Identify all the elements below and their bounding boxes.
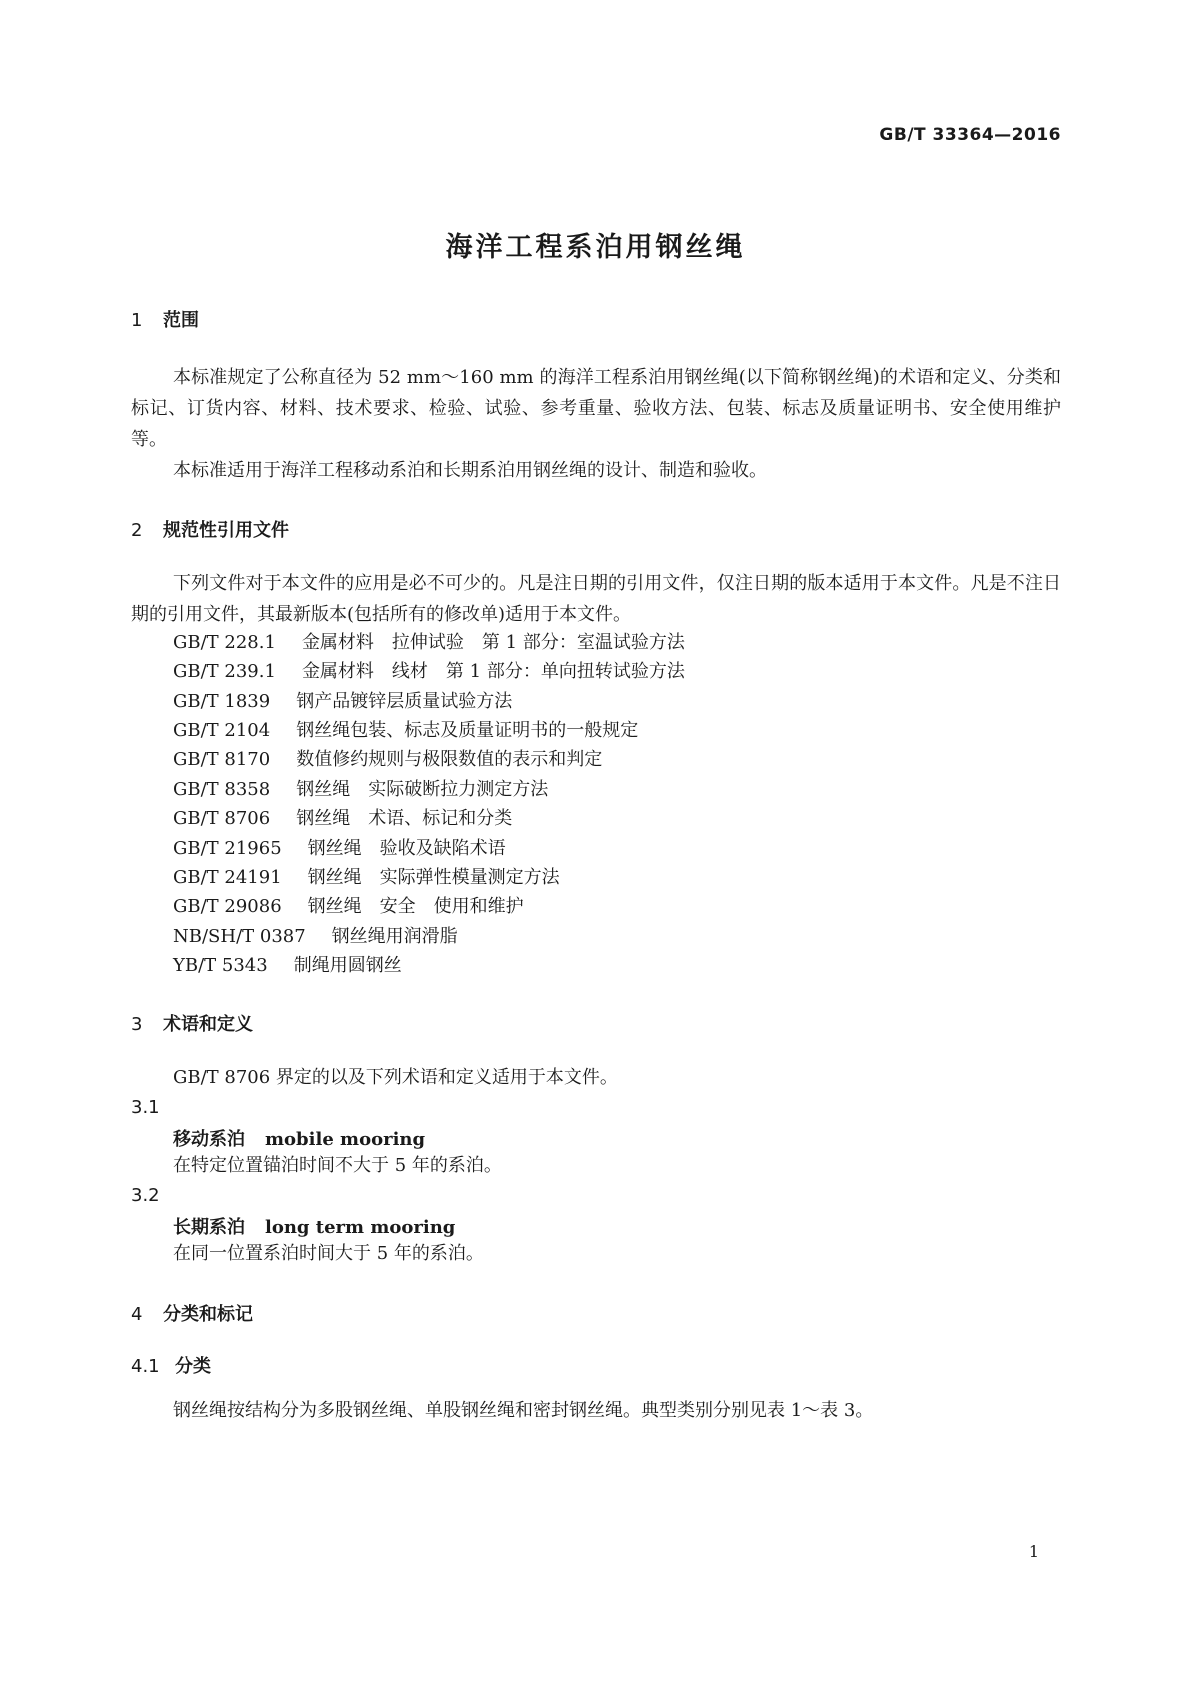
term-definition: 在同一位置系泊时间大于 5 年的系泊。 bbox=[173, 1243, 484, 1264]
references-intro: 下列文件对于本文件的应用是必不可少的。凡是注日期的引用文件，仅注日期的版本适用于本文件。凡是不注日期的引用文件，其最新版本(包括所有的修改单)适用于本文件。 bbox=[131, 573, 1061, 625]
reference-title: 钢丝绳 验收及缺陷术语 bbox=[307, 838, 506, 859]
reference-title: 钢丝绳包装、标志及质量证明书的一般规定 bbox=[296, 720, 639, 741]
reference-code: GB/T 8358 bbox=[173, 779, 271, 800]
section-title: 范围 bbox=[163, 310, 199, 331]
reference-item bbox=[173, 744, 602, 775]
section-number: 1 bbox=[131, 310, 143, 331]
reference-code: GB/T 24191 bbox=[173, 867, 282, 888]
section-title: 术语和定义 bbox=[163, 1014, 253, 1035]
subsection-number: 4.1 bbox=[131, 1356, 160, 1377]
reference-code: GB/T 8170 bbox=[173, 749, 271, 770]
terms-intro: GB/T 8706 界定的以及下列术语和定义适用于本文件。 bbox=[173, 1067, 618, 1088]
document-title: 海洋工程系泊用钢丝绳 bbox=[445, 232, 746, 263]
reference-title: 钢丝绳 术语、标记和分类 bbox=[296, 808, 513, 829]
section-title: 分类和标记 bbox=[163, 1304, 253, 1325]
section-heading-references bbox=[131, 516, 289, 542]
reference-title: 钢丝绳用润滑脂 bbox=[331, 926, 458, 947]
reference-code: GB/T 1839 bbox=[173, 691, 271, 712]
reference-item bbox=[173, 950, 402, 981]
page-number: 1 bbox=[1028, 1542, 1039, 1561]
subsection-heading bbox=[131, 1352, 211, 1378]
term-zh: 移动系泊 bbox=[173, 1129, 245, 1150]
term-zh: 长期系泊 bbox=[173, 1217, 245, 1238]
term-en: mobile mooring bbox=[265, 1129, 426, 1150]
reference-code: GB/T 2104 bbox=[173, 720, 271, 741]
reference-item bbox=[173, 921, 458, 952]
reference-title: 钢丝绳 安全 使用和维护 bbox=[307, 896, 524, 917]
section-heading-terms bbox=[131, 1010, 253, 1036]
reference-item bbox=[173, 891, 524, 922]
scope-applicability: 本标准适用于海洋工程移动系泊和长期系泊用钢丝绳的设计、制造和验收。 bbox=[173, 460, 767, 481]
classification-paragraph: 钢丝绳按结构分为多股钢丝绳、单股钢丝绳和密封钢丝绳。典型类别分别见表 1～表 3。 bbox=[173, 1400, 874, 1421]
reference-code: YB/T 5343 bbox=[173, 955, 268, 976]
reference-title: 制绳用圆钢丝 bbox=[293, 955, 402, 976]
standard-code: GB/T 33364—2016 bbox=[879, 125, 1061, 145]
reference-title: 金属材料 拉伸试验 第 1 部分：室温试验方法 bbox=[301, 632, 685, 653]
scope-paragraph: 本标准规定了公称直径为 52 mm～160 mm 的海洋工程系泊用钢丝绳(以下简称钢丝绳)的术语和定义、分类和标记、订货内容、材料、技术要求、检验、试验、参考重量、验收方法、包装、标志及质量证明书、安全使用维护等。 bbox=[131, 367, 1061, 450]
reference-item bbox=[173, 656, 685, 687]
reference-code: GB/T 228.1 bbox=[173, 632, 276, 653]
term-en: long term mooring bbox=[265, 1217, 456, 1238]
section-title: 规范性引用文件 bbox=[163, 520, 289, 541]
reference-title: 金属材料 线材 第 1 部分：单向扭转试验方法 bbox=[301, 661, 685, 682]
subsection-title: 分类 bbox=[175, 1356, 211, 1377]
term-definition: 在特定位置锚泊时间不大于 5 年的系泊。 bbox=[173, 1155, 502, 1176]
reference-item bbox=[173, 862, 560, 893]
reference-item bbox=[173, 803, 512, 834]
term-heading bbox=[173, 1125, 425, 1151]
reference-title: 钢丝绳 实际破断拉力测定方法 bbox=[296, 779, 549, 800]
reference-code: GB/T 239.1 bbox=[173, 661, 276, 682]
term-heading bbox=[173, 1213, 455, 1239]
reference-item bbox=[173, 627, 685, 658]
reference-title: 数值修约规则与极限数值的表示和判定 bbox=[296, 749, 603, 770]
reference-title: 钢产品镀锌层质量试验方法 bbox=[296, 691, 513, 712]
section-number: 2 bbox=[131, 520, 143, 541]
section-number: 3 bbox=[131, 1014, 143, 1035]
term-number: 3.1 bbox=[131, 1097, 160, 1118]
reference-code: GB/T 21965 bbox=[173, 838, 282, 859]
section-number: 4 bbox=[131, 1304, 143, 1325]
reference-code: NB/SH/T 0387 bbox=[173, 926, 306, 947]
reference-item bbox=[173, 833, 506, 864]
reference-item bbox=[173, 715, 638, 746]
reference-item bbox=[173, 686, 512, 717]
section-heading-classification bbox=[131, 1300, 253, 1326]
section-heading-scope bbox=[131, 306, 199, 332]
reference-item bbox=[173, 774, 548, 805]
reference-code: GB/T 8706 bbox=[173, 808, 271, 829]
reference-code: GB/T 29086 bbox=[173, 896, 282, 917]
term-number: 3.2 bbox=[131, 1185, 160, 1206]
reference-title: 钢丝绳 实际弹性模量测定方法 bbox=[307, 867, 560, 888]
